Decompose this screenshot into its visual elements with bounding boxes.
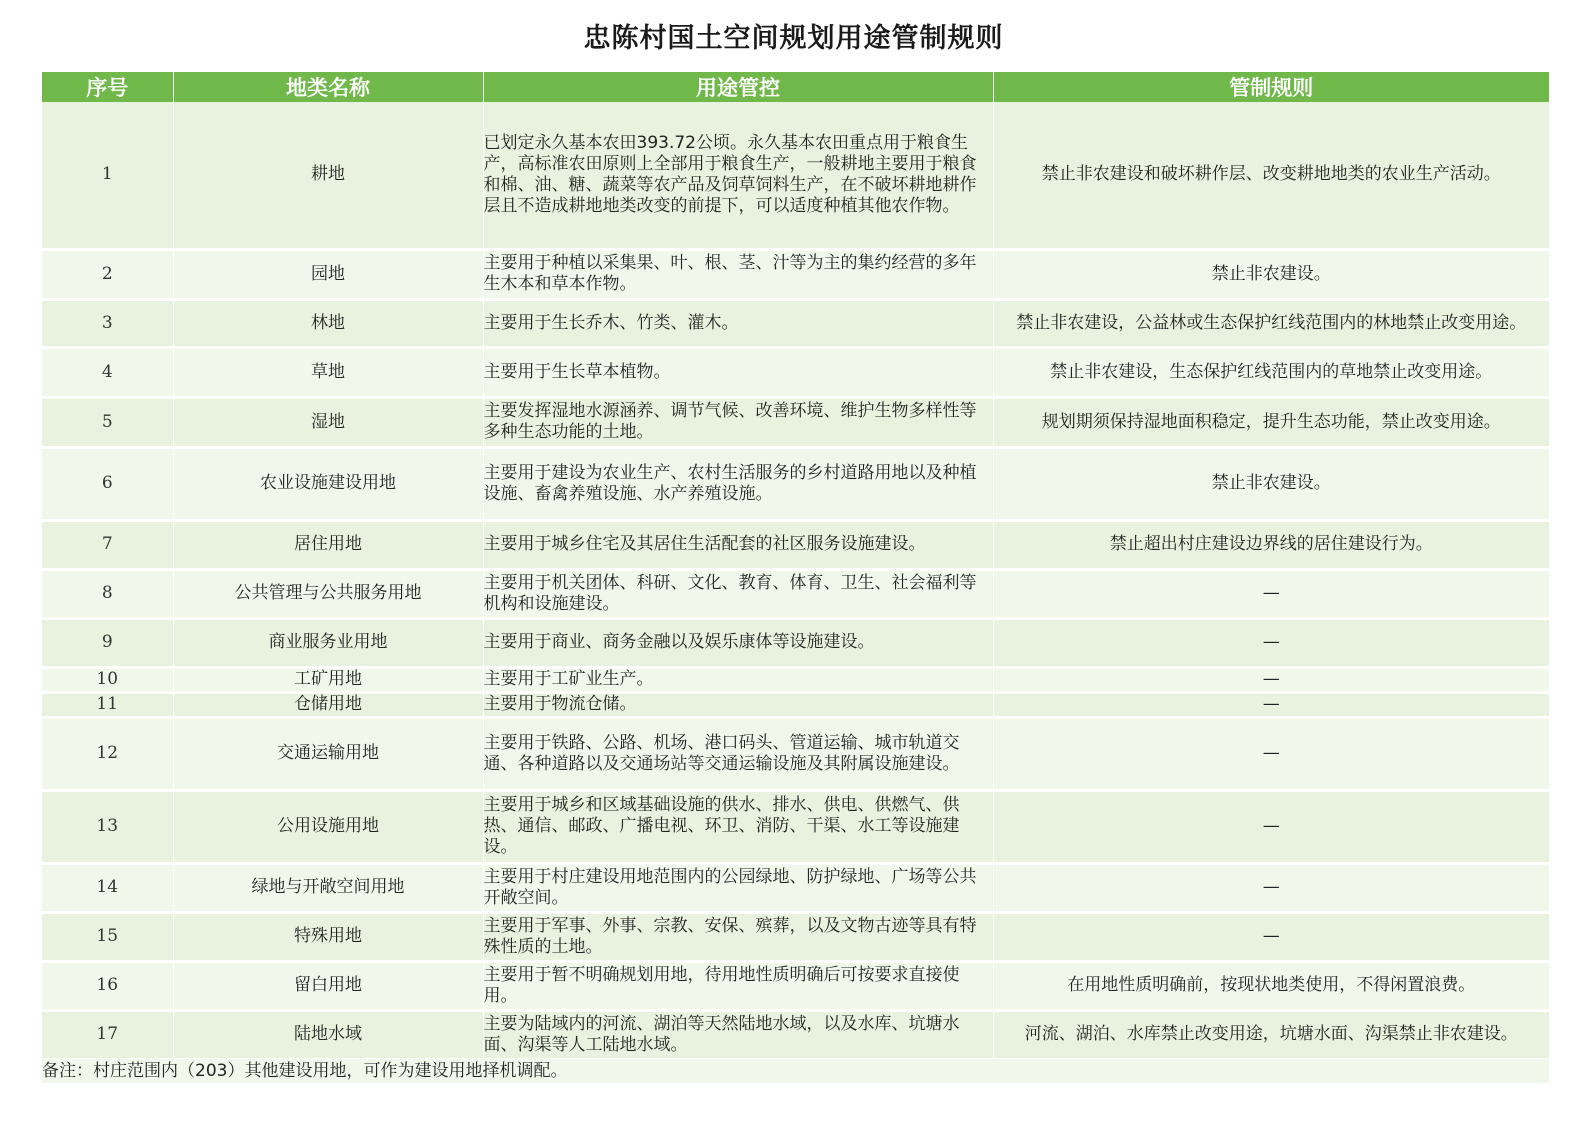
control-rule: 河流、湖泊、水库禁止改变用途，坑塘水面、沟渠禁止非农建设。	[993, 1010, 1549, 1059]
usage-control: 主要用于种植以采集果、叶、根、茎、汁等为主的集约经营的多年生木本和草本作物。	[483, 249, 993, 299]
control-rule: —	[993, 618, 1549, 667]
table-row	[42, 717, 1549, 790]
usage-control: 主要用于生长乔木、竹类、灌木。	[483, 299, 993, 347]
row-number: 13	[42, 790, 173, 863]
row-number: 15	[42, 912, 173, 961]
usage-control: 已划定永久基本农田393.72公顷。永久基本农田重点用于粮食生产，高标准农田原则上全部用于粮食生产，一般耕地主要用于粮食和棉、油、糖、蔬菜等农产品及饲草饲料生产，在不破坏耕地耕作层且不造成耕地地类改变的前提下，可以适度种植其他农作物。	[483, 102, 993, 249]
table-row	[42, 692, 1549, 717]
control-rule: —	[993, 667, 1549, 692]
usage-control: 主要用于村庄建设用地范围内的公园绿地、防护绿地、广场等公共开敞空间。	[483, 863, 993, 912]
usage-control: 主要用于机关团体、科研、文化、教育、体育、卫生、社会福利等机构和设施建设。	[483, 569, 993, 618]
land-type-name: 绿地与开敞空间用地	[173, 863, 483, 912]
table-row	[42, 667, 1549, 692]
row-number: 2	[42, 249, 173, 299]
control-rule: —	[993, 692, 1549, 717]
table-row	[42, 961, 1549, 1010]
table-row	[42, 912, 1549, 961]
land-type-name: 商业服务业用地	[173, 618, 483, 667]
control-rule: —	[993, 790, 1549, 863]
land-type-name: 留白用地	[173, 961, 483, 1010]
control-rule: 禁止非农建设，公益林或生态保护红线范围内的林地禁止改变用途。	[993, 299, 1549, 347]
land-type-name: 仓储用地	[173, 692, 483, 717]
usage-control: 主要用于商业、商务金融以及娱乐康体等设施建设。	[483, 618, 993, 667]
usage-control: 主要用于工矿业生产。	[483, 667, 993, 692]
usage-control: 主要为陆域内的河流、湖泊等天然陆地水域，以及水库、坑塘水面、沟渠等人工陆地水域。	[483, 1010, 993, 1059]
land-type-name: 公共管理与公共服务用地	[173, 569, 483, 618]
usage-control: 主要用于建设为农业生产、农村生活服务的乡村道路用地以及种植设施、畜禽养殖设施、水产养殖设施。	[483, 447, 993, 520]
land-type-name: 农业设施建设用地	[173, 447, 483, 520]
control-rule: 禁止非农建设，生态保护红线范围内的草地禁止改变用途。	[993, 347, 1549, 397]
table-header-row	[42, 72, 1549, 102]
land-type-name: 陆地水域	[173, 1010, 483, 1059]
usage-control: 主要发挥湿地水源涵养、调节气候、改善环境、维护生物多样性等多种生态功能的土地。	[483, 397, 993, 447]
usage-control: 主要用于城乡住宅及其居住生活配套的社区服务设施建设。	[483, 520, 993, 569]
header-control-rule: 管制规则	[993, 72, 1549, 102]
land-use-table	[42, 72, 1549, 1061]
header-number: 序号	[42, 72, 173, 102]
land-type-name: 湿地	[173, 397, 483, 447]
row-number: 4	[42, 347, 173, 397]
land-type-name: 林地	[173, 299, 483, 347]
table-row	[42, 520, 1549, 569]
usage-control: 主要用于暂不明确规划用地，待用地性质明确后可按要求直接使用。	[483, 961, 993, 1010]
land-type-name: 耕地	[173, 102, 483, 249]
row-number: 3	[42, 299, 173, 347]
usage-control: 主要用于军事、外事、宗教、安保、殡葬，以及文物古迹等具有特殊性质的土地。	[483, 912, 993, 961]
header-usage-control: 用途管控	[483, 72, 993, 102]
control-rule: —	[993, 717, 1549, 790]
header-land-type: 地类名称	[173, 72, 483, 102]
land-type-name: 特殊用地	[173, 912, 483, 961]
control-rule: —	[993, 912, 1549, 961]
row-number: 8	[42, 569, 173, 618]
control-rule: 规划期须保持湿地面积稳定，提升生态功能，禁止改变用途。	[993, 397, 1549, 447]
usage-control: 主要用于生长草本植物。	[483, 347, 993, 397]
control-rule: 禁止非农建设和破坏耕作层、改变耕地地类的农业生产活动。	[993, 102, 1549, 249]
row-number: 5	[42, 397, 173, 447]
control-rule: 禁止非农建设。	[993, 447, 1549, 520]
table-row	[42, 347, 1549, 397]
control-rule: 禁止非农建设。	[993, 249, 1549, 299]
row-number: 10	[42, 667, 173, 692]
usage-control: 主要用于物流仓储。	[483, 692, 993, 717]
land-type-name: 工矿用地	[173, 667, 483, 692]
row-number: 6	[42, 447, 173, 520]
row-number: 11	[42, 692, 173, 717]
control-rule: 禁止超出村庄建设边界线的居住建设行为。	[993, 520, 1549, 569]
row-number: 1	[42, 102, 173, 249]
land-type-name: 公用设施用地	[173, 790, 483, 863]
control-rule: —	[993, 863, 1549, 912]
land-type-name: 园地	[173, 249, 483, 299]
land-type-name: 交通运输用地	[173, 717, 483, 790]
table-row	[42, 1010, 1549, 1059]
usage-control: 主要用于城乡和区域基础设施的供水、排水、供电、供燃气、供热、通信、邮政、广播电视、环卫、消防、干渠、水工等设施建设。	[483, 790, 993, 863]
row-number: 16	[42, 961, 173, 1010]
row-number: 17	[42, 1010, 173, 1059]
land-type-name: 草地	[173, 347, 483, 397]
row-number: 7	[42, 520, 173, 569]
table-row	[42, 569, 1549, 618]
control-rule: 在用地性质明确前，按现状地类使用，不得闲置浪费。	[993, 961, 1549, 1010]
page-title: 忠陈村国土空间规划用途管制规则	[583, 23, 1004, 54]
table-row	[42, 249, 1549, 299]
row-number: 14	[42, 863, 173, 912]
land-type-name: 居住用地	[173, 520, 483, 569]
row-number: 9	[42, 618, 173, 667]
table-row	[42, 863, 1549, 912]
usage-control: 主要用于铁路、公路、机场、港口码头、管道运输、城市轨道交通、各种道路以及交通场站等交通运输设施及其附属设施建设。	[483, 717, 993, 790]
table-row	[42, 397, 1549, 447]
control-rule: —	[993, 569, 1549, 618]
table-row	[42, 618, 1549, 667]
row-number: 12	[42, 717, 173, 790]
footnote: 备注：村庄范围内（203）其他建设用地，可作为建设用地择机调配。	[42, 1059, 1549, 1083]
table-row	[42, 790, 1549, 863]
table-row	[42, 102, 1549, 249]
table-row	[42, 447, 1549, 520]
table-row	[42, 299, 1549, 347]
